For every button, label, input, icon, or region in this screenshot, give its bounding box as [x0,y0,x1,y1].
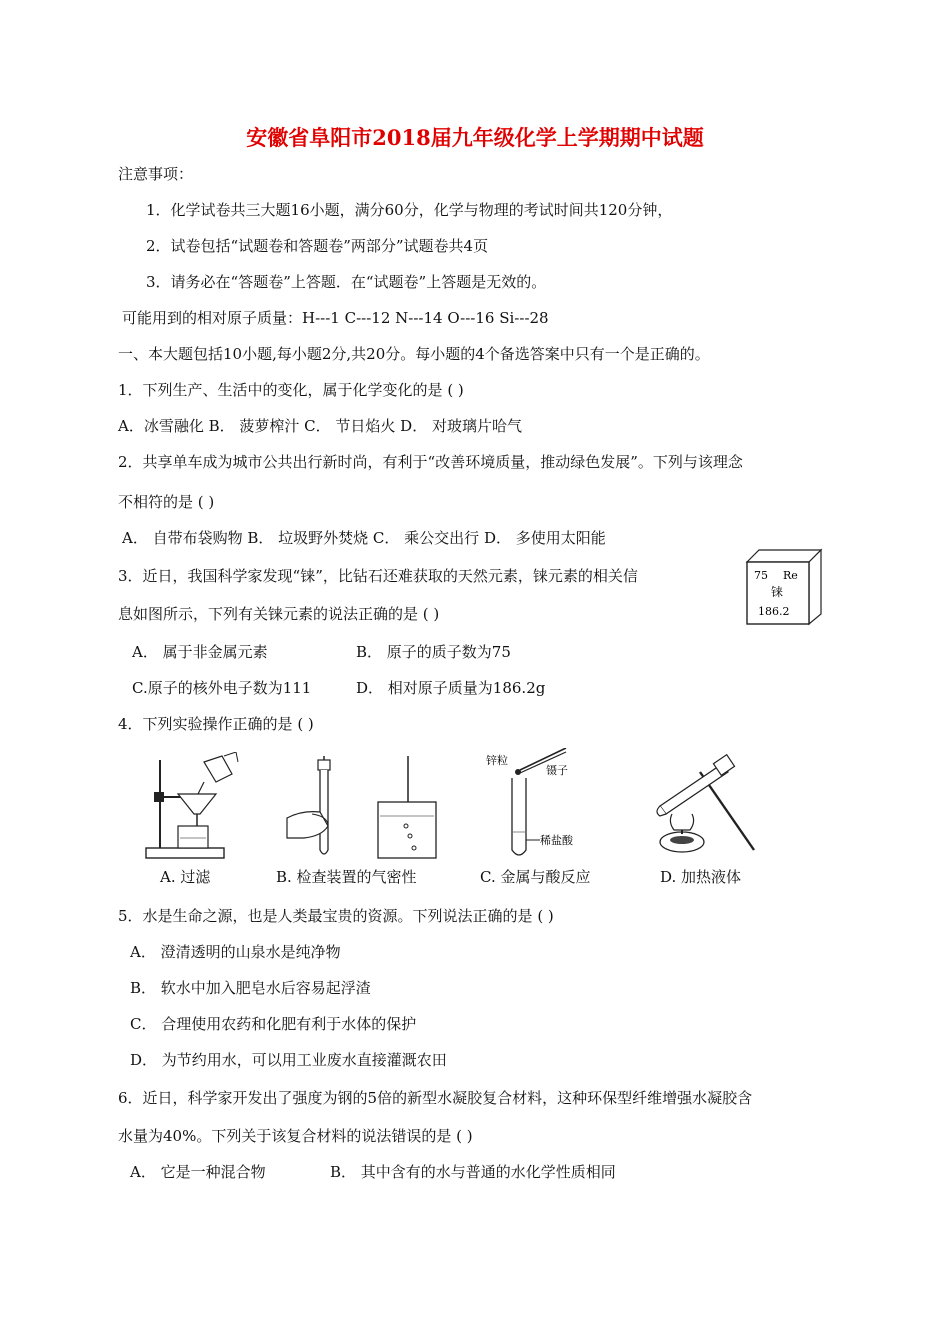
q5-option-a: A． 澄清透明的山泉水是纯净物 [130,943,341,961]
q2-options: A． 自带布袋购物 B． 垃圾野外焚烧 C． 乘公交出行 D． 多使用太阳能 [122,529,606,547]
element-symbol: Re [783,569,798,582]
atomic-masses: 可能用到的相对原子质量：H---1 C---12 N---14 O---16 Si---28 [122,309,549,327]
figure-c-caption: C. 金属与酸反应 [480,868,591,886]
page-title: 安徽省阜阳市2018届九年级化学上学期期中试题 [246,125,704,150]
element-name: 铼 [771,585,784,599]
q3-stem-line1: 3．近日，我国科学家发现“铼”，比钻石还难获取的天然元素，铼元素的相关信 [118,567,638,585]
q6-stem-line2: 水量为40%。下列关于该复合材料的说法错误的是 ( ) [118,1127,473,1145]
q5-stem: 5．水是生命之源，也是人类最宝贵的资源。下列说法正确的是 ( ) [118,907,554,925]
q3-stem-line2: 息如图所示，下列有关铼元素的说法正确的是 ( ) [118,605,440,623]
label-zinc: 锌粒 [486,754,508,767]
q1-stem: 1．下列生产、生活中的变化，属于化学变化的是 ( ) [118,381,464,399]
q1-options: A．冰雪融化 B． 菠萝榨汁 C． 节日焰火 D． 对玻璃片哈气 [118,417,522,435]
q6-stem-line1: 6．近日，科学家开发出了强度为钢的5倍的新型水凝胶复合材料，这种环保型纤维增强水凝胶含 [118,1089,753,1107]
notice-heading: 注意事项： [118,165,194,183]
q3-option-d: D． 相对原子质量为186.2g [356,679,546,697]
notice-item-2: 2．试卷包括“试题卷和答题卷”两部分”试题卷共4页 [146,237,489,255]
heating-liquid-illustration [630,750,770,862]
notice-item-1: 1．化学试卷共三大题16小题，满分60分，化学与物理的考试时间共120分钟， [146,201,673,219]
q5-option-c: C． 合理使用农药和化肥有利于水体的保护 [130,1015,417,1033]
notice-item-3: 3．请务必在“答题卷”上答题．在“试题卷”上答题是无效的。 [146,273,547,291]
q6-option-a: A． 它是一种混合物 [130,1163,266,1181]
element-cell-rhenium [745,548,823,626]
figure-d-caption: D. 加热液体 [660,868,742,886]
airtightness-check-illustration [282,756,442,864]
filtration-illustration [140,752,260,864]
label-tweezers: 镊子 [546,764,568,777]
figure-a-caption: A. 过滤 [160,868,211,886]
q5-option-d: D． 为节约用水，可以用工业废水直接灌溉农田 [130,1051,447,1069]
metal-acid-illustration [480,748,600,860]
label-acid: 稀盐酸 [540,834,573,847]
figure-b-caption: B. 检查装置的气密性 [276,868,417,886]
q2-stem-line2: 不相符的是 ( ) [118,493,215,511]
q3-option-b: B． 原子的质子数为75 [356,643,511,661]
element-mass: 186.2 [758,605,790,618]
q3-option-c: C.原子的核外电子数为111 [132,679,312,697]
q2-stem-line1: 2．共享单车成为城市公共出行新时尚，有利于“改善环境质量，推动绿色发展”。下列与该理念 [118,453,743,471]
q5-option-b: B． 软水中加入肥皂水后容易起浮渣 [130,979,371,997]
section-1-heading: 一、本大题包括10小题,每小题2分,共20分。每小题的4个备选答案中只有一个是正确的。 [118,345,710,363]
q4-stem: 4．下列实验操作正确的是 ( ) [118,715,314,733]
element-number: 75 [754,569,768,582]
q3-option-a: A． 属于非金属元素 [132,643,268,661]
q6-option-b: B． 其中含有的水与普通的水化学性质相同 [330,1163,616,1181]
